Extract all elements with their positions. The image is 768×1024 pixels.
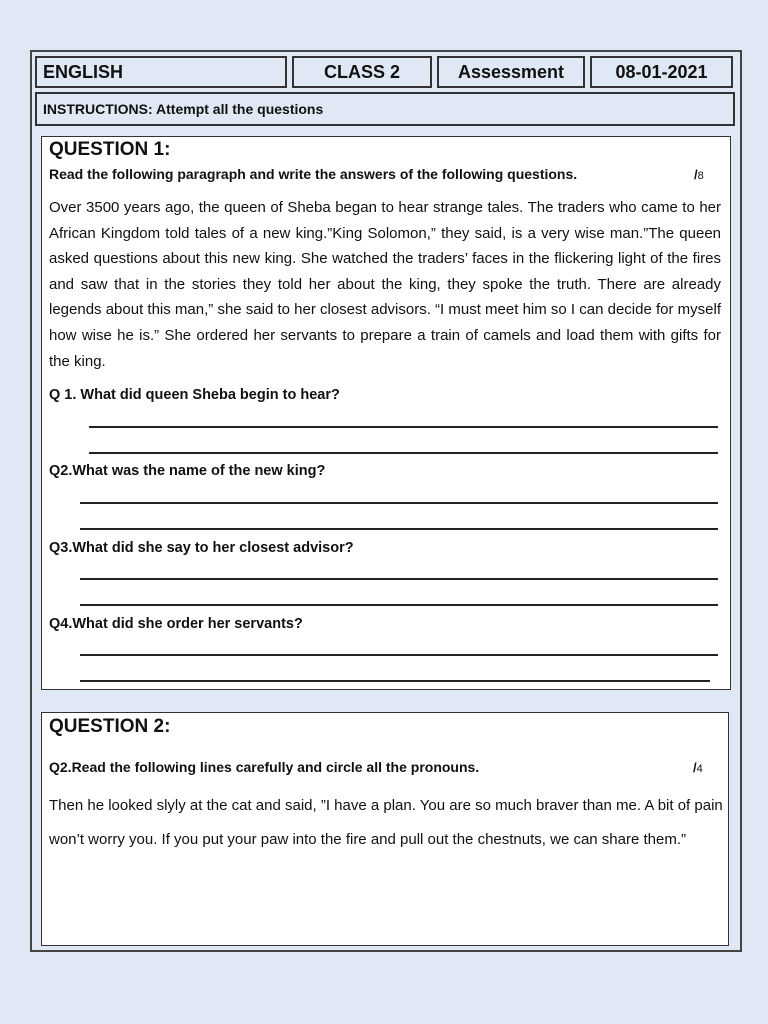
question-1-title: QUESTION 1: (49, 139, 171, 160)
class-cell: CLASS 2 (292, 56, 432, 88)
header-row (35, 56, 735, 88)
question-2-instruction: Q2.Read the following lines carefully and circle all the pronouns. (49, 759, 480, 775)
question-1-4: Q4.What did she order her servants? (49, 616, 303, 632)
answer-line[interactable] (89, 426, 718, 428)
answer-line[interactable] (80, 680, 710, 682)
question-1-1: Q 1. What did queen Sheba begin to hear? (49, 387, 340, 403)
subject-cell: ENGLISH (35, 56, 287, 88)
question-1-section (41, 136, 731, 690)
marks-value: 4 (696, 763, 703, 775)
question-1-instruction: Read the following paragraph and write the answers of the following questions. (49, 166, 578, 182)
instructions-bar: INSTRUCTIONS: Attempt all the questions (35, 92, 735, 126)
answer-line[interactable] (80, 654, 718, 656)
answer-line[interactable] (80, 528, 718, 530)
worksheet (30, 50, 742, 952)
assessment-cell: Assessment (437, 56, 585, 88)
answer-line[interactable] (80, 604, 718, 606)
question-2-title: QUESTION 2: (49, 716, 171, 737)
answer-line[interactable] (80, 502, 718, 504)
marks-slash: / (693, 760, 697, 775)
question-2-marks (693, 760, 703, 775)
answer-line[interactable] (89, 452, 718, 454)
marks-slash: / (694, 167, 698, 182)
date-cell: 08-01-2021 (590, 56, 733, 88)
question-1-marks (694, 167, 704, 182)
marks-value: 8 (697, 170, 704, 182)
question-1-paragraph: Over 3500 years ago, the queen of Sheba began to hear strange tales. The traders who came to her African Kingdom told tales of a new king.”King Solomon,” they said, is a very wise man.”The queen asked questions about this new king. She watched the traders’ faces in the flickering light of the fires and saw that in the stories they told her about the king, they spoke the truth. There are already legends about this man,” she said to her closest advisors. “I must meet him so I can decide for myself how wise he is.” She ordered her servants to prepare a train of camels and load them with gifts for the king. (49, 199, 721, 370)
question-2-section (41, 712, 729, 946)
question-1-2: Q2.What was the name of the new king? (49, 463, 326, 479)
question-1-3: Q3.What did she say to her closest advisor? (49, 540, 354, 556)
answer-line[interactable] (80, 578, 718, 580)
question-2-paragraph: Then he looked slyly at the cat and said, ”I have a plan. You are so much braver than me. A bit of pain won’t worry you. If you put your paw into the fire and pull out the chestnuts, we can share them.” (49, 797, 723, 848)
